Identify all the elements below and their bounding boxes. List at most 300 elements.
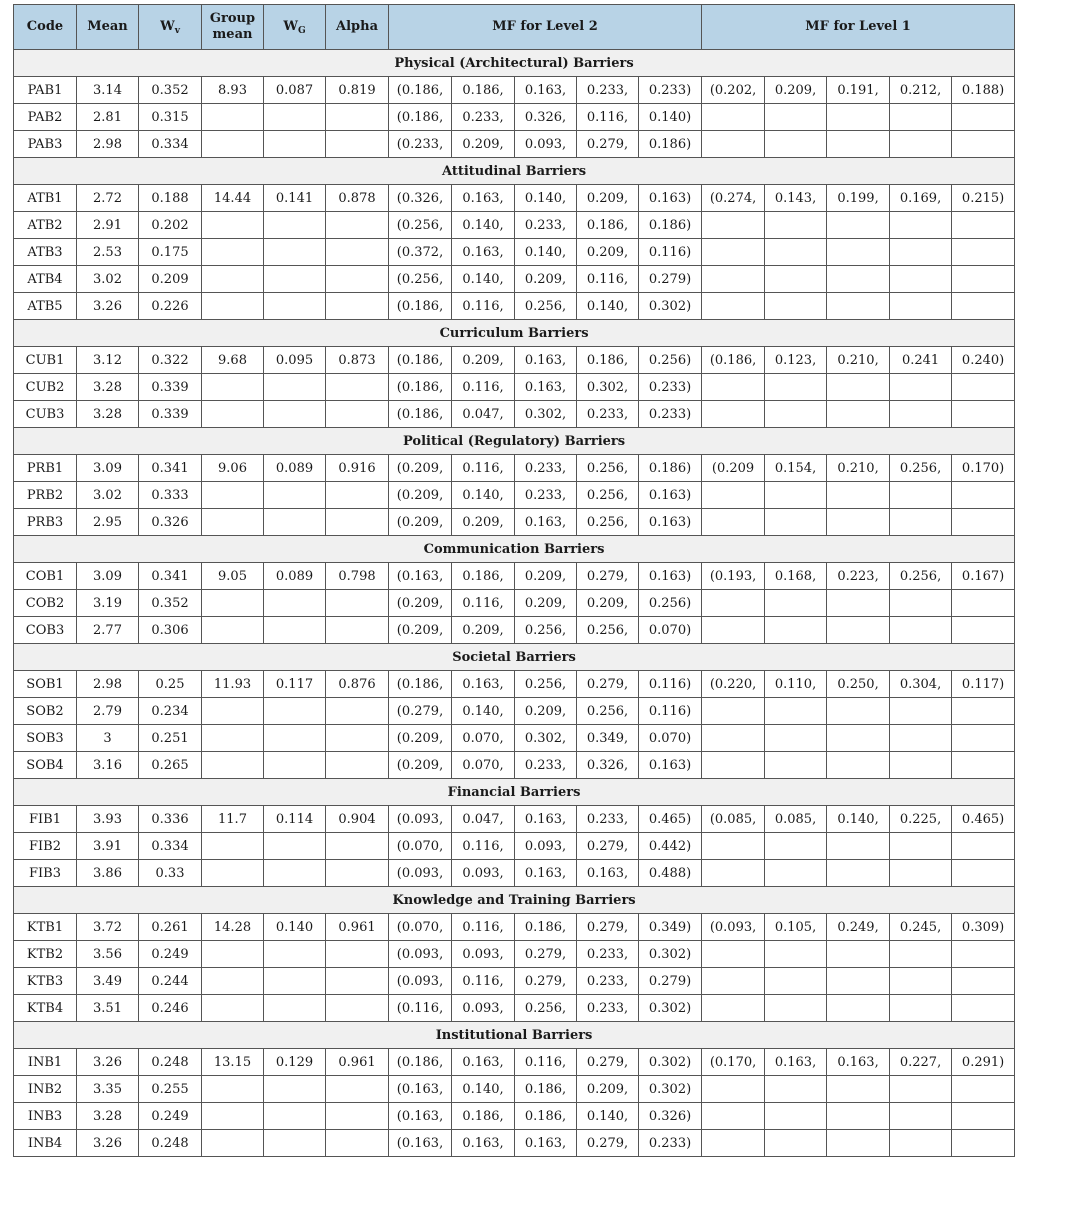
cell-mf-level1-empty xyxy=(702,1130,765,1157)
cell-mf-level1-empty xyxy=(952,293,1015,320)
cell-mf-level1: 0.199, xyxy=(827,185,890,212)
cell-wv: 0.248 xyxy=(139,1130,202,1157)
header-wg-main: W xyxy=(283,19,298,34)
cell-wv: 0.326 xyxy=(139,509,202,536)
cell-mf-level1: 0.191, xyxy=(827,77,890,104)
cell-mf-level1: 0.143, xyxy=(765,185,827,212)
cell-mean: 2.91 xyxy=(77,212,139,239)
cell-mf-level1-empty xyxy=(765,293,827,320)
cell-mf-level1-empty xyxy=(952,752,1015,779)
cell-mf-level2: 0.233, xyxy=(577,995,639,1022)
cell-code: ATB3 xyxy=(14,239,77,266)
cell-mf-level2: 0.256, xyxy=(577,482,639,509)
table-row xyxy=(14,509,1015,536)
cell-mf-level1-empty xyxy=(827,1130,890,1157)
cell-mf-level1-empty xyxy=(702,1103,765,1130)
cell-mf-level2: 0.163) xyxy=(639,482,702,509)
cell-wg-empty xyxy=(264,104,326,131)
cell-wv: 0.341 xyxy=(139,455,202,482)
cell-group-mean-empty xyxy=(202,860,264,887)
cell-mf-level2: (0.186, xyxy=(389,671,452,698)
group-title: Political (Regulatory) Barriers xyxy=(14,428,1015,455)
cell-mf-level2: 0.116, xyxy=(452,374,515,401)
cell-wg: 0.117 xyxy=(264,671,326,698)
cell-mf-level2: 0.209, xyxy=(452,509,515,536)
header-wv-main: W xyxy=(160,19,175,34)
group-header-row xyxy=(14,428,1015,455)
cell-mf-level1-empty xyxy=(827,698,890,725)
cell-mf-level1-empty xyxy=(827,833,890,860)
cell-mf-level1: 0.210, xyxy=(827,455,890,482)
cell-mf-level1-empty xyxy=(890,482,952,509)
cell-mf-level2: 0.279, xyxy=(577,671,639,698)
cell-wv: 0.352 xyxy=(139,590,202,617)
cell-mean: 3.09 xyxy=(77,563,139,590)
cell-mf-level1-empty xyxy=(702,1076,765,1103)
cell-code: ATB4 xyxy=(14,266,77,293)
cell-wg-empty xyxy=(264,617,326,644)
cell-code: ATB2 xyxy=(14,212,77,239)
cell-mf-level1-empty xyxy=(827,293,890,320)
cell-code: FIB2 xyxy=(14,833,77,860)
cell-mf-level2: (0.209, xyxy=(389,509,452,536)
cell-mf-level2: 0.233, xyxy=(577,77,639,104)
cell-mf-level1-empty xyxy=(952,968,1015,995)
table-row xyxy=(14,77,1015,104)
cell-mf-level1-empty xyxy=(827,239,890,266)
cell-alpha-empty xyxy=(326,752,389,779)
cell-mf-level2: 0.186, xyxy=(577,347,639,374)
cell-wg-empty xyxy=(264,698,326,725)
cell-mf-level2: (0.163, xyxy=(389,1130,452,1157)
cell-mf-level2: 0.302) xyxy=(639,941,702,968)
cell-mf-level1-empty xyxy=(952,860,1015,887)
cell-mean: 3.02 xyxy=(77,482,139,509)
cell-mf-level2: 0.233, xyxy=(515,212,577,239)
cell-code: KTB4 xyxy=(14,995,77,1022)
group-title: Financial Barriers xyxy=(14,779,1015,806)
cell-mf-level2: 0.116, xyxy=(515,1049,577,1076)
cell-code: COB1 xyxy=(14,563,77,590)
cell-mf-level2: 0.209, xyxy=(577,1076,639,1103)
cell-mf-level1-empty xyxy=(890,590,952,617)
cell-mf-level1-empty xyxy=(827,374,890,401)
cell-mf-level2: 0.233) xyxy=(639,77,702,104)
cell-mf-level2: 0.279, xyxy=(577,563,639,590)
cell-mf-level1-empty xyxy=(890,293,952,320)
cell-alpha-empty xyxy=(326,401,389,428)
cell-mf-level2: 0.093, xyxy=(515,833,577,860)
cell-code: SOB1 xyxy=(14,671,77,698)
cell-wg-empty xyxy=(264,968,326,995)
cell-mf-level1: (0.193, xyxy=(702,563,765,590)
cell-mf-level1-empty xyxy=(765,1130,827,1157)
cell-mf-level1-empty xyxy=(765,1103,827,1130)
cell-mf-level1-empty xyxy=(890,833,952,860)
cell-mf-level1-empty xyxy=(890,698,952,725)
cell-group-mean-empty xyxy=(202,509,264,536)
cell-mf-level2: 0.326, xyxy=(515,104,577,131)
cell-mf-level2: 0.140, xyxy=(515,185,577,212)
cell-alpha: 0.819 xyxy=(326,77,389,104)
cell-mf-level1: (0.209 xyxy=(702,455,765,482)
cell-code: COB2 xyxy=(14,590,77,617)
cell-mf-level2: (0.186, xyxy=(389,401,452,428)
cell-mf-level2: 0.256, xyxy=(577,617,639,644)
cell-mf-level1-empty xyxy=(765,995,827,1022)
cell-alpha-empty xyxy=(326,617,389,644)
cell-mf-level1-empty xyxy=(702,131,765,158)
cell-wv: 0.249 xyxy=(139,941,202,968)
table-row xyxy=(14,482,1015,509)
cell-mf-level2: (0.116, xyxy=(389,995,452,1022)
cell-mf-level2: 0.163, xyxy=(577,860,639,887)
table-row xyxy=(14,725,1015,752)
cell-group-mean-empty xyxy=(202,131,264,158)
cell-mf-level1-empty xyxy=(702,968,765,995)
cell-mf-level2: 0.209, xyxy=(515,563,577,590)
cell-code: INB1 xyxy=(14,1049,77,1076)
cell-mf-level1-empty xyxy=(765,833,827,860)
cell-mf-level2: (0.093, xyxy=(389,860,452,887)
cell-mean: 3.28 xyxy=(77,401,139,428)
cell-mf-level1-empty xyxy=(952,1130,1015,1157)
cell-wg-empty xyxy=(264,725,326,752)
header-code: Code xyxy=(14,5,77,50)
cell-group-mean-empty xyxy=(202,941,264,968)
cell-mf-level1-empty xyxy=(827,617,890,644)
cell-mf-level2: 0.209, xyxy=(577,590,639,617)
cell-mf-level1-empty xyxy=(952,104,1015,131)
header-wv xyxy=(139,5,202,50)
cell-mf-level1-empty xyxy=(890,1076,952,1103)
cell-wv: 0.322 xyxy=(139,347,202,374)
table-row xyxy=(14,968,1015,995)
cell-mf-level1-empty xyxy=(890,212,952,239)
cell-mf-level2: 0.209, xyxy=(452,347,515,374)
cell-mf-level1: 0.163, xyxy=(827,1049,890,1076)
cell-mf-level1: 0.291) xyxy=(952,1049,1015,1076)
cell-mf-level1-empty xyxy=(702,752,765,779)
cell-mean: 3.16 xyxy=(77,752,139,779)
cell-mf-level1-empty xyxy=(890,239,952,266)
cell-mf-level1: 0.304, xyxy=(890,671,952,698)
cell-group-mean-empty xyxy=(202,293,264,320)
table-row xyxy=(14,833,1015,860)
cell-mf-level2: 0.163, xyxy=(452,185,515,212)
cell-wv: 0.175 xyxy=(139,239,202,266)
cell-mf-level1-empty xyxy=(827,509,890,536)
cell-mf-level2: 0.233, xyxy=(515,455,577,482)
cell-mf-level1-empty xyxy=(827,131,890,158)
cell-wv: 0.209 xyxy=(139,266,202,293)
cell-mf-level2: 0.163, xyxy=(515,374,577,401)
cell-alpha-empty xyxy=(326,833,389,860)
cell-mf-level2: 0.279, xyxy=(577,914,639,941)
cell-mf-level2: 0.233, xyxy=(452,104,515,131)
cell-mf-level1-empty xyxy=(952,374,1015,401)
cell-mf-level2: (0.209, xyxy=(389,725,452,752)
cell-mf-level1: 0.465) xyxy=(952,806,1015,833)
cell-code: SOB4 xyxy=(14,752,77,779)
cell-mf-level1: 0.209, xyxy=(765,77,827,104)
cell-mf-level2: 0.116, xyxy=(452,590,515,617)
cell-wv: 0.261 xyxy=(139,914,202,941)
cell-mf-level2: (0.093, xyxy=(389,806,452,833)
cell-alpha: 0.916 xyxy=(326,455,389,482)
cell-mf-level2: 0.302, xyxy=(515,401,577,428)
cell-mf-level1-empty xyxy=(765,698,827,725)
cell-mf-level2: 0.116, xyxy=(452,833,515,860)
cell-mean: 2.77 xyxy=(77,617,139,644)
cell-code: CUB1 xyxy=(14,347,77,374)
table-row xyxy=(14,590,1015,617)
cell-mf-level2: (0.186, xyxy=(389,1049,452,1076)
cell-wg: 0.095 xyxy=(264,347,326,374)
cell-mf-level1-empty xyxy=(702,860,765,887)
cell-mf-level1: 0.240) xyxy=(952,347,1015,374)
table-row xyxy=(14,806,1015,833)
table-row xyxy=(14,266,1015,293)
cell-wg: 0.140 xyxy=(264,914,326,941)
cell-mf-level2: 0.140, xyxy=(452,266,515,293)
cell-mf-level2: (0.256, xyxy=(389,266,452,293)
header-wg xyxy=(264,5,326,50)
cell-mf-level2: 0.163, xyxy=(452,1130,515,1157)
cell-mf-level2: (0.070, xyxy=(389,914,452,941)
cell-mean: 3.28 xyxy=(77,374,139,401)
cell-mf-level1: 0.210, xyxy=(827,347,890,374)
cell-mf-level1-empty xyxy=(765,752,827,779)
cell-alpha: 0.961 xyxy=(326,914,389,941)
cell-code: COB3 xyxy=(14,617,77,644)
cell-mf-level2: 0.186) xyxy=(639,455,702,482)
cell-mf-level1-empty xyxy=(952,131,1015,158)
table-row xyxy=(14,563,1015,590)
cell-wg-empty xyxy=(264,995,326,1022)
table-row xyxy=(14,698,1015,725)
cell-group-mean-empty xyxy=(202,833,264,860)
cell-alpha-empty xyxy=(326,104,389,131)
cell-mf-level1-empty xyxy=(765,509,827,536)
group-title: Societal Barriers xyxy=(14,644,1015,671)
cell-alpha-empty xyxy=(326,968,389,995)
cell-mf-level1-empty xyxy=(890,860,952,887)
cell-alpha-empty xyxy=(326,860,389,887)
cell-mf-level2: 0.140, xyxy=(452,482,515,509)
cell-mf-level2: 0.233, xyxy=(577,941,639,968)
cell-group-mean: 8.93 xyxy=(202,77,264,104)
table-row xyxy=(14,941,1015,968)
cell-mf-level2: 0.279, xyxy=(577,131,639,158)
cell-mf-level2: (0.372, xyxy=(389,239,452,266)
group-header-row xyxy=(14,644,1015,671)
cell-mf-level1-empty xyxy=(952,590,1015,617)
cell-wg: 0.087 xyxy=(264,77,326,104)
group-title: Communication Barriers xyxy=(14,536,1015,563)
cell-group-mean-empty xyxy=(202,995,264,1022)
cell-group-mean-empty xyxy=(202,374,264,401)
cell-group-mean-empty xyxy=(202,752,264,779)
cell-mean: 3.93 xyxy=(77,806,139,833)
cell-code: CUB2 xyxy=(14,374,77,401)
table-row xyxy=(14,1103,1015,1130)
header-mf-level2: MF for Level 2 xyxy=(389,5,702,50)
cell-mf-level1-empty xyxy=(765,482,827,509)
cell-mf-level1-empty xyxy=(827,1076,890,1103)
cell-group-mean: 9.05 xyxy=(202,563,264,590)
table-row xyxy=(14,671,1015,698)
group-title: Institutional Barriers xyxy=(14,1022,1015,1049)
cell-mf-level1-empty xyxy=(890,1130,952,1157)
cell-mf-level2: (0.209, xyxy=(389,455,452,482)
group-header-row xyxy=(14,50,1015,77)
cell-wg: 0.114 xyxy=(264,806,326,833)
cell-wg-empty xyxy=(264,374,326,401)
cell-mf-level1-empty xyxy=(765,617,827,644)
cell-wv: 0.202 xyxy=(139,212,202,239)
cell-mf-level2: 0.186, xyxy=(577,212,639,239)
cell-mf-level2: (0.186, xyxy=(389,374,452,401)
cell-mf-level1-empty xyxy=(952,1076,1015,1103)
cell-alpha-empty xyxy=(326,995,389,1022)
cell-group-mean: 14.28 xyxy=(202,914,264,941)
cell-mf-level2: 0.163, xyxy=(452,671,515,698)
cell-wg-empty xyxy=(264,1076,326,1103)
cell-mf-level1-empty xyxy=(765,941,827,968)
cell-mf-level1-empty xyxy=(827,1103,890,1130)
cell-mf-level2: 0.256) xyxy=(639,347,702,374)
cell-mf-level2: 0.209, xyxy=(452,617,515,644)
cell-mean: 2.53 xyxy=(77,239,139,266)
cell-mf-level2: 0.186, xyxy=(452,1103,515,1130)
cell-mf-level2: 0.256, xyxy=(515,671,577,698)
cell-wg-empty xyxy=(264,482,326,509)
cell-mean: 2.81 xyxy=(77,104,139,131)
cell-mf-level2: 0.326, xyxy=(577,752,639,779)
cell-mf-level2: 0.140, xyxy=(452,212,515,239)
cell-mf-level2: 0.140, xyxy=(452,698,515,725)
cell-mf-level2: 0.070, xyxy=(452,752,515,779)
cell-wv: 0.315 xyxy=(139,104,202,131)
cell-mf-level1-empty xyxy=(890,374,952,401)
cell-mf-level2: 0.140, xyxy=(577,293,639,320)
cell-group-mean: 9.06 xyxy=(202,455,264,482)
cell-group-mean-empty xyxy=(202,1103,264,1130)
cell-group-mean-empty xyxy=(202,1130,264,1157)
cell-mf-level1-empty xyxy=(765,104,827,131)
cell-wg-empty xyxy=(264,131,326,158)
cell-mean: 3.09 xyxy=(77,455,139,482)
cell-code: PRB3 xyxy=(14,509,77,536)
cell-mean: 2.79 xyxy=(77,698,139,725)
cell-mf-level2: (0.186, xyxy=(389,104,452,131)
cell-mf-level2: 0.163, xyxy=(515,1130,577,1157)
cell-mf-level2: 0.209, xyxy=(515,266,577,293)
cell-wg-empty xyxy=(264,860,326,887)
cell-mf-level1: 0.170) xyxy=(952,455,1015,482)
cell-mf-level2: 0.279) xyxy=(639,266,702,293)
header-wg-sub: G xyxy=(297,26,306,36)
cell-mf-level2: 0.233, xyxy=(515,752,577,779)
table-row xyxy=(14,860,1015,887)
cell-wv: 0.188 xyxy=(139,185,202,212)
cell-mf-level2: 0.256, xyxy=(515,995,577,1022)
cell-mf-level1-empty xyxy=(702,401,765,428)
cell-group-mean: 11.93 xyxy=(202,671,264,698)
cell-mf-level2: 0.070) xyxy=(639,725,702,752)
cell-alpha: 0.961 xyxy=(326,1049,389,1076)
cell-alpha-empty xyxy=(326,266,389,293)
cell-mf-level2: 0.163) xyxy=(639,185,702,212)
cell-mean: 3.35 xyxy=(77,1076,139,1103)
cell-mf-level2: (0.186, xyxy=(389,347,452,374)
cell-mf-level2: (0.163, xyxy=(389,1076,452,1103)
cell-wg-empty xyxy=(264,833,326,860)
cell-mf-level1-empty xyxy=(827,968,890,995)
cell-mf-level2: 0.279, xyxy=(577,1130,639,1157)
cell-mf-level2: 0.279) xyxy=(639,968,702,995)
cell-mf-level1-empty xyxy=(765,401,827,428)
cell-mf-level2: 0.209, xyxy=(577,239,639,266)
cell-mean: 3.86 xyxy=(77,860,139,887)
cell-mf-level1-empty xyxy=(890,968,952,995)
cell-mf-level2: 0.302) xyxy=(639,995,702,1022)
cell-mf-level1: 0.163, xyxy=(765,1049,827,1076)
table-body xyxy=(14,50,1015,1157)
cell-alpha-empty xyxy=(326,1103,389,1130)
cell-mf-level2: 0.116, xyxy=(452,293,515,320)
cell-mf-level1-empty xyxy=(702,104,765,131)
group-header-row xyxy=(14,320,1015,347)
cell-group-mean-empty xyxy=(202,212,264,239)
table-row xyxy=(14,1130,1015,1157)
cell-wg-empty xyxy=(264,752,326,779)
cell-mf-level2: 0.233) xyxy=(639,401,702,428)
cell-mf-level2: 0.256, xyxy=(577,698,639,725)
table-row xyxy=(14,185,1015,212)
cell-wg-empty xyxy=(264,212,326,239)
cell-mf-level2: 0.163, xyxy=(515,860,577,887)
cell-mf-level1: 0.168, xyxy=(765,563,827,590)
cell-code: ATB1 xyxy=(14,185,77,212)
cell-alpha-empty xyxy=(326,1076,389,1103)
cell-alpha-empty xyxy=(326,698,389,725)
cell-code: KTB2 xyxy=(14,941,77,968)
cell-mf-level2: 0.256, xyxy=(515,293,577,320)
cell-alpha: 0.904 xyxy=(326,806,389,833)
cell-mean: 3.02 xyxy=(77,266,139,293)
cell-code: PAB3 xyxy=(14,131,77,158)
cell-mean: 3.14 xyxy=(77,77,139,104)
cell-wg-empty xyxy=(264,941,326,968)
cell-mf-level2: (0.093, xyxy=(389,968,452,995)
cell-mf-level2: 0.186, xyxy=(515,1076,577,1103)
cell-code: PAB1 xyxy=(14,77,77,104)
table-row xyxy=(14,131,1015,158)
cell-mean: 3.28 xyxy=(77,1103,139,1130)
cell-alpha-empty xyxy=(326,482,389,509)
cell-mf-level1-empty xyxy=(952,941,1015,968)
cell-mf-level2: 0.256, xyxy=(577,455,639,482)
cell-mf-level1-empty xyxy=(890,104,952,131)
cell-group-mean: 9.68 xyxy=(202,347,264,374)
cell-mf-level2: (0.256, xyxy=(389,212,452,239)
cell-mf-level2: 0.163, xyxy=(515,509,577,536)
cell-mf-level1: (0.220, xyxy=(702,671,765,698)
cell-mf-level2: (0.186, xyxy=(389,293,452,320)
cell-mf-level1-empty xyxy=(952,1103,1015,1130)
